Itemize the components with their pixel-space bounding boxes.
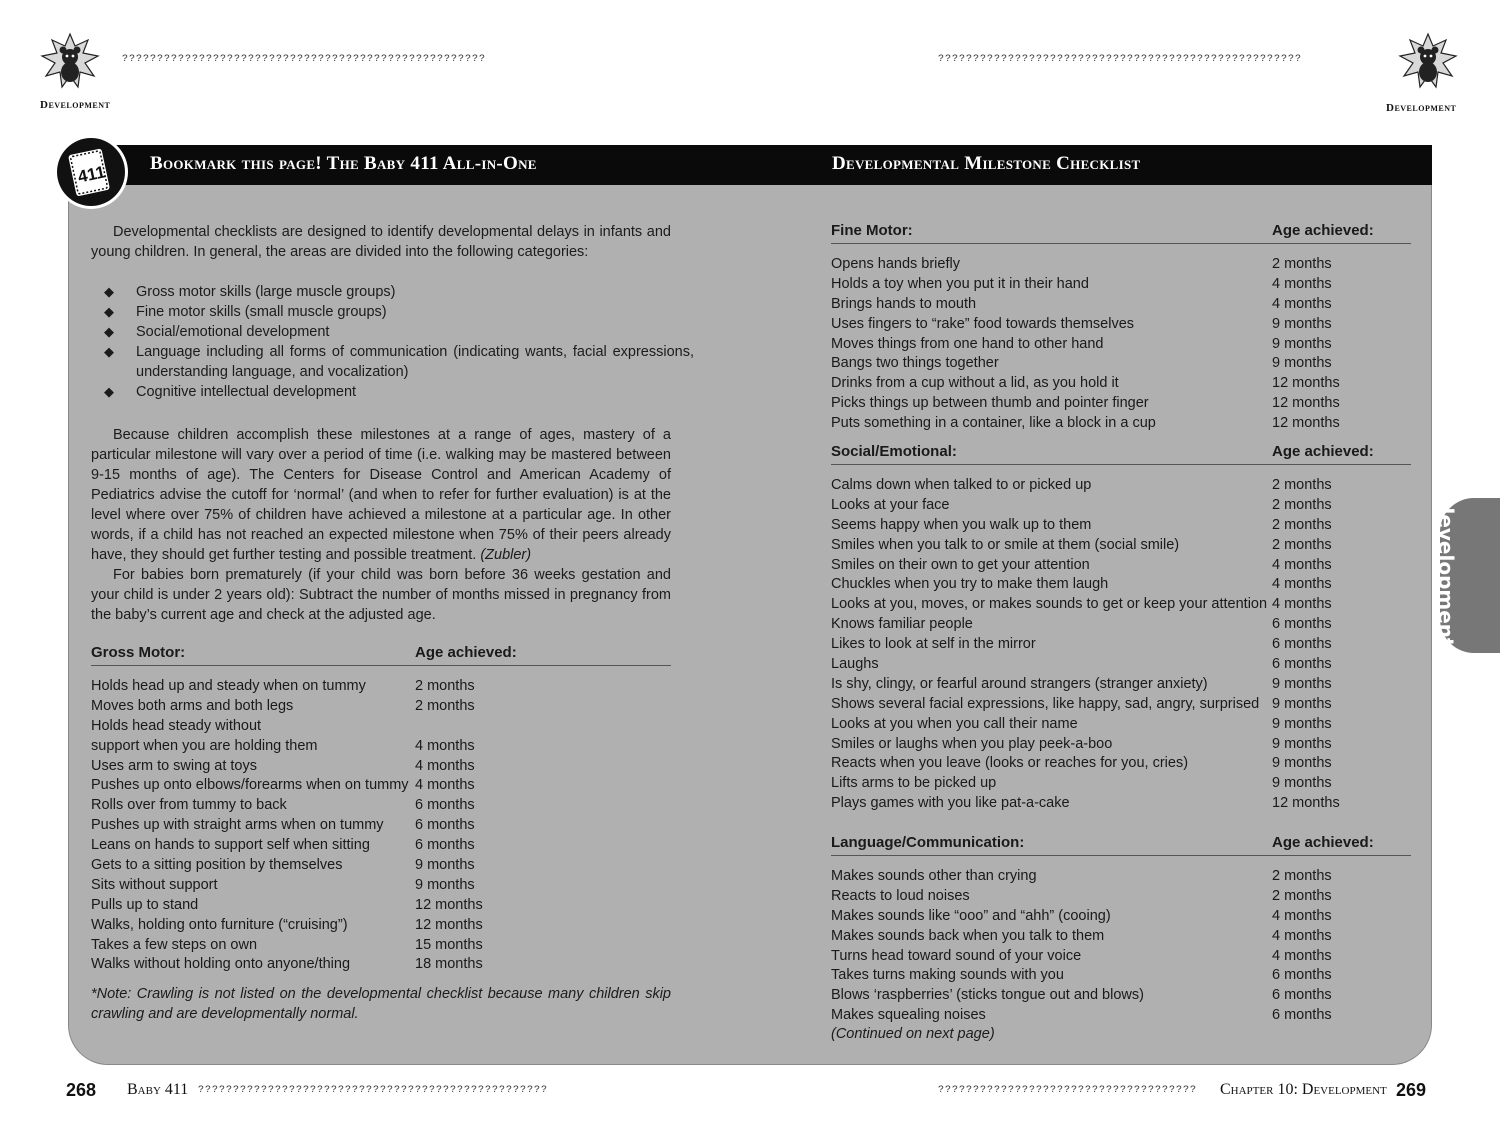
continued-note: (Continued on next page): [831, 1026, 995, 1042]
table-row: [91, 875, 671, 895]
table-row: [831, 866, 1411, 886]
table-row: [831, 793, 1411, 813]
skill-text: Chuckles when you try to make them laugh: [831, 576, 1109, 593]
table-row: [831, 393, 1411, 413]
table-row: [831, 475, 1411, 495]
age-text: 12 months: [1272, 795, 1340, 812]
age-text: 9 months: [1272, 775, 1332, 792]
crawling-note: *Note: Crawling is not listed on the developmental checklist because many children skip crawling and are developmentally normal.: [91, 986, 671, 1022]
table-row: [831, 674, 1411, 694]
skill-text: Blows ‘raspberries’ (sticks tongue out and blows): [831, 987, 1144, 1004]
fine-motor-table: [831, 222, 1411, 433]
age-heading: Age achieved:: [415, 644, 517, 661]
category-item: ◆ Language including all forms of communication (indicating wants, facial expressions, understanding language, and vocalization): [104, 342, 694, 382]
age-text: 4 months: [1272, 556, 1332, 573]
skill-text: Walks, holding onto furniture (“cruising”): [91, 916, 348, 933]
table-row: [831, 353, 1411, 373]
skill-text: Makes squealing noises: [831, 1007, 986, 1024]
age-text: 2 months: [1272, 477, 1332, 493]
language-table: [831, 834, 1411, 1025]
social-emotional-table: [831, 443, 1411, 813]
skill-text: Reacts when you leave (looks or reaches for you, cries): [831, 755, 1189, 772]
left-page-title: Bookmark this page! The Baby 411 All-in-One: [150, 153, 537, 174]
skill-text: Pushes up onto elbows/forearms when on tummy: [91, 777, 409, 794]
table-row: [831, 413, 1411, 433]
age-text: 9 months: [1272, 695, 1332, 712]
table-header: [831, 443, 1411, 465]
skill-text: Looks at your face: [831, 496, 950, 513]
age-text: 4 months: [1272, 907, 1332, 924]
age-text: 4 months: [1272, 927, 1332, 944]
age-text: 2 months: [1272, 496, 1332, 513]
skill-text: Leans on hands to support self when sitting: [91, 837, 370, 854]
skill-text: Smiles or laughs when you play peek-a-boo: [831, 735, 1113, 752]
age-text: 6 months: [1272, 616, 1332, 633]
table-row: [91, 756, 671, 776]
gross-motor-table: [91, 644, 671, 974]
table-row: [831, 254, 1411, 274]
skill-text: Lifts arms to be picked up: [831, 775, 997, 792]
table-row: [831, 926, 1411, 946]
skill-text: Turns head toward sound of your voice: [831, 947, 1082, 964]
age-text: 4 months: [1272, 576, 1332, 593]
skill-text: Brings hands to mouth: [831, 295, 977, 312]
age-text: 6 months: [1272, 967, 1332, 984]
age-text: 6 months: [415, 837, 475, 854]
table-row: [831, 714, 1411, 734]
table-row: [831, 734, 1411, 754]
table-row: [91, 775, 671, 795]
table-row: [91, 736, 671, 756]
age-text: 2 months: [1272, 256, 1332, 272]
skill-text: Calms down when talked to or picked up: [831, 477, 1092, 493]
table-row: [831, 773, 1411, 793]
baby-411-logo-icon: [54, 135, 128, 209]
table-row: [831, 654, 1411, 674]
age-text: 2 months: [415, 678, 475, 694]
category-item: ◆ Social/emotional development: [104, 322, 694, 342]
skill-text: Picks things up between thumb and pointer finger: [831, 395, 1149, 412]
category-item: ◆ Gross motor skills (large muscle groups): [104, 282, 694, 302]
category-heading: Gross Motor:: [91, 644, 186, 661]
category-item: ◆ Cognitive intellectual development: [104, 382, 694, 402]
category-list: [104, 282, 694, 402]
age-text: 9 months: [415, 857, 475, 874]
table-row: [831, 965, 1411, 985]
age-text: 4 months: [1272, 947, 1332, 964]
category-heading: Fine Motor:: [831, 222, 913, 239]
category-item: ◆ Fine motor skills (small muscle groups): [104, 302, 694, 322]
skill-text: Holds head steady without: [91, 717, 262, 734]
skill-text: Plays games with you like pat-a-cake: [831, 795, 1070, 812]
table-row: [831, 753, 1411, 773]
age-text: 9 months: [1272, 675, 1332, 692]
age-text: 18 months: [415, 956, 483, 973]
chapter-tab-label: development: [1434, 500, 1458, 648]
premature-text: For babies born prematurely (if your child was born before 36 weeks gestation and your child is under 2 years old): Subtract the number of months missed in pregnancy from the baby’s current age and check at the adjusted age.: [91, 567, 671, 623]
right-page-title: Developmental Milestone Checklist: [832, 153, 1141, 174]
category-heading: Social/Emotional:: [831, 443, 957, 460]
table-row: [91, 676, 671, 696]
age-text: 9 months: [1272, 315, 1332, 332]
table-row: [831, 1005, 1411, 1025]
age-text: 9 months: [1272, 735, 1332, 752]
table-header: [91, 644, 671, 666]
age-text: 2 months: [1272, 868, 1332, 884]
skill-text: Rolls over from tummy to back: [91, 797, 287, 814]
age-text: 2 months: [1272, 516, 1332, 533]
skill-text: Walks without holding onto anyone/thing: [91, 956, 351, 973]
table-row: [831, 334, 1411, 354]
skill-text: Uses fingers to “rake” food towards themselves: [831, 315, 1135, 332]
header-label-left: Development: [40, 99, 111, 111]
footer-dots-right: ?????????????????????????????????????: [938, 1085, 1198, 1096]
age-text: 12 months: [1272, 375, 1340, 392]
skill-text: Pulls up to stand: [91, 896, 199, 913]
skill-text: Knows familiar people: [831, 616, 973, 633]
age-text: 6 months: [1272, 636, 1332, 653]
age-text: 4 months: [415, 737, 475, 754]
age-text: 6 months: [1272, 1007, 1332, 1024]
table-row: [831, 495, 1411, 515]
skill-text: Smiles on their own to get your attention: [831, 556, 1090, 573]
age-text: 4 months: [1272, 596, 1332, 613]
skill-text: Holds head up and steady when on tummy: [91, 678, 366, 694]
skill-text: Drinks from a cup without a lid, as you hold it: [831, 375, 1119, 392]
table-row: [831, 574, 1411, 594]
table-row: [831, 594, 1411, 614]
skill-text: Shows several facial expressions, like happy, sad, angry, surprised: [831, 695, 1260, 712]
age-text: 12 months: [1272, 415, 1340, 432]
left-running-title: Baby 411: [127, 1081, 189, 1098]
age-text: 12 months: [415, 896, 483, 913]
skill-text: Seems happy when you walk up to them: [831, 516, 1092, 533]
table-row: [91, 855, 671, 875]
table-row: [91, 915, 671, 935]
skill-text: Puts something in a container, like a block in a cup: [831, 415, 1156, 432]
skill-text: support when you are holding them: [91, 737, 318, 754]
intro-paragraph: Developmental checklists are designed to identify developmental delays in infants and young children. In general, the areas are divided into the following categories:: [91, 224, 671, 260]
table-row: [831, 634, 1411, 654]
table-row: [91, 895, 671, 915]
age-text: 9 months: [1272, 335, 1332, 352]
table-row: [91, 795, 671, 815]
skill-text: Is shy, clingy, or fearful around strangers (stranger anxiety): [831, 675, 1208, 692]
skill-text: Reacts to loud noises: [831, 887, 970, 904]
skill-text: Holds a toy when you put it in their hand: [831, 275, 1089, 292]
table-row: [831, 274, 1411, 294]
mascot-icon-right: [1398, 32, 1458, 92]
skill-text: Makes sounds other than crying: [831, 868, 1037, 884]
age-text: 6 months: [415, 797, 475, 814]
table-row: [91, 716, 671, 736]
age-text: 9 months: [1272, 715, 1332, 732]
age-text: 6 months: [415, 817, 475, 834]
table-row: [831, 946, 1411, 966]
skill-text: Pushes up with straight arms when on tummy: [91, 817, 384, 834]
skill-text: Moves both arms and both legs: [91, 697, 294, 714]
age-text: 9 months: [415, 876, 475, 893]
age-heading: Age achieved:: [1272, 834, 1374, 851]
skill-text: Moves things from one hand to other hand: [831, 335, 1104, 352]
citation: (Zubler): [480, 547, 532, 563]
skill-text: Smiles when you talk to or smile at them (social smile): [831, 536, 1180, 553]
logo-text: 411: [76, 162, 107, 187]
table-row: [831, 515, 1411, 535]
age-text: 6 months: [1272, 656, 1332, 673]
skill-text: Uses arm to swing at toys: [91, 757, 257, 774]
age-text: 2 months: [415, 697, 475, 714]
age-text: 4 months: [415, 777, 475, 794]
table-row: [91, 954, 671, 974]
skill-text: Takes a few steps on own: [91, 936, 258, 953]
skill-text: Looks at you, moves, or makes sounds to get or keep your attention: [831, 596, 1268, 613]
skill-text: Bangs two things together: [831, 355, 999, 372]
skill-text: Opens hands briefly: [831, 256, 960, 272]
table-row: [831, 373, 1411, 393]
age-text: 4 months: [1272, 295, 1332, 312]
age-text: 12 months: [1272, 395, 1340, 412]
table-header: [831, 834, 1411, 856]
age-heading: Age achieved:: [1272, 443, 1374, 460]
age-text: 9 months: [1272, 755, 1332, 772]
age-text: 12 months: [415, 916, 483, 933]
table-row: [91, 696, 671, 716]
milestone-text: Because children accomplish these milestones at a range of ages, mastery of a particular milestone will vary over a period of time (i.e. walking may be mastered between 9-15 months of age). The Centers for Disease Control and American Academy of Pediatrics advise the cutoff for ‘normal’ (and when to refer for further evaluation) is at the level where over 75% of children have achieved a milestone at a particular age. In other words, if a child has not reached an expected milestone when 75% of their peers already have, they should get further testing and possible treatment.: [91, 427, 671, 563]
table-row: [831, 535, 1411, 555]
category-heading: Language/Communication:: [831, 834, 1025, 851]
table-row: [91, 835, 671, 855]
skill-text: Looks at you when you call their name: [831, 715, 1078, 732]
age-text: 6 months: [1272, 987, 1332, 1004]
skill-text: Sits without support: [91, 876, 218, 893]
left-page-number: 268: [66, 1080, 97, 1100]
age-text: 4 months: [1272, 275, 1332, 292]
table-row: [831, 694, 1411, 714]
milestone-paragraph: [91, 425, 671, 625]
right-running-title: Chapter 10: Development: [1220, 1081, 1387, 1098]
age-text: 15 months: [415, 936, 483, 953]
table-row: [831, 906, 1411, 926]
table-row: [91, 815, 671, 835]
age-text: 4 months: [415, 757, 475, 774]
skill-text: Gets to a sitting position by themselves: [91, 857, 343, 874]
header-dots-left: ????????????????????????????????????????????????????: [122, 54, 487, 65]
table-row: [831, 886, 1411, 906]
table-header: [831, 222, 1411, 244]
table-row: [831, 555, 1411, 575]
table-row: [831, 314, 1411, 334]
skill-text: Likes to look at self in the mirror: [831, 636, 1036, 653]
table-row: [91, 935, 671, 955]
table-row: [831, 985, 1411, 1005]
age-text: 2 months: [1272, 536, 1332, 553]
header-dots-right: ????????????????????????????????????????????????????: [938, 54, 1303, 65]
table-row: [831, 614, 1411, 634]
age-text: 2 months: [1272, 887, 1332, 904]
table-row: [831, 294, 1411, 314]
skill-text: Makes sounds like “ooo” and “ahh” (cooing): [831, 907, 1111, 924]
skill-text: Laughs: [831, 656, 879, 673]
mascot-icon-left: [40, 32, 100, 92]
footer-dots-left: ??????????????????????????????????????????????????: [198, 1085, 549, 1096]
skill-text: Takes turns making sounds with you: [831, 967, 1064, 984]
header-label-right: Development: [1386, 102, 1457, 114]
right-page-number: 269: [1396, 1080, 1427, 1100]
age-heading: Age achieved:: [1272, 222, 1374, 239]
skill-text: Makes sounds back when you talk to them: [831, 927, 1105, 944]
age-text: 9 months: [1272, 355, 1332, 372]
